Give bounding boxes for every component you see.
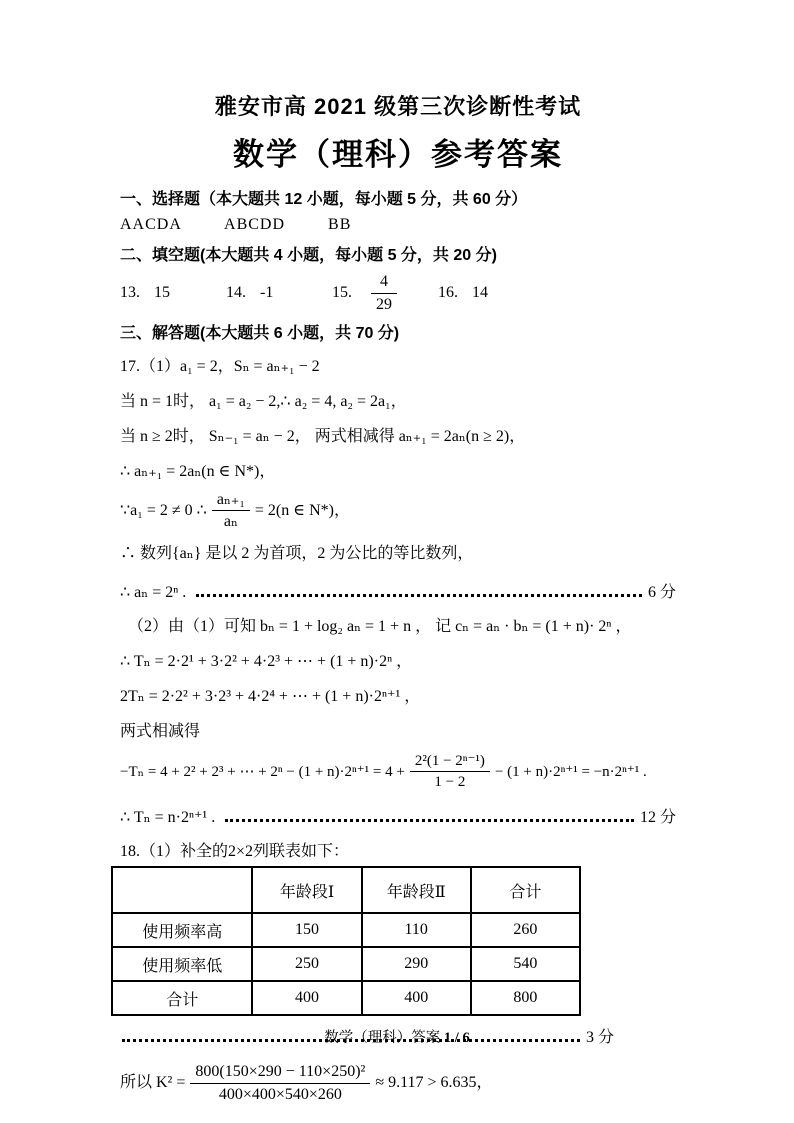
page-footer — [0, 1026, 794, 1047]
q17-line-5 — [120, 490, 676, 531]
table-header-cell: 年龄段Ⅰ — [252, 867, 361, 913]
fraction — [212, 490, 250, 531]
fill-in-answer: 15 — [154, 284, 170, 301]
q17-line-3: 当 n ≥ 2时， Sₙ₋₁ = aₙ − 2， 两式相减得 aₙ₊₁ = 2aₙ(n ≥ 2)， — [120, 428, 526, 445]
section3-heading: 三、解答题(本大题共 6 小题，共 70 分) — [120, 325, 400, 342]
section2-heading: 二、填空题(本大题共 4 小题，每小题 5 分，共 20 分) — [120, 247, 497, 264]
fill-in-item — [226, 284, 332, 302]
choice-answers — [120, 216, 676, 234]
question-number: 15. — [332, 284, 352, 301]
table-cell: 260 — [471, 913, 580, 947]
formula-text: ∴ Tₙ = n·2ⁿ⁺¹ . — [120, 809, 216, 827]
dotted-leader — [225, 819, 634, 822]
q17-line-10: 2Tₙ = 2·2² + 3·2³ + 4·2⁴ + ⋯ + (1 + n)·2ⁿ⁺¹ ， — [120, 688, 421, 706]
table-cell: 290 — [362, 947, 471, 981]
table-cell: 250 — [252, 947, 361, 981]
q17-line-1: 17.（1）a₁ = 2，Sₙ = aₙ₊₁ − 2 — [120, 358, 320, 375]
table-cell: 400 — [362, 981, 471, 1015]
fraction — [190, 1062, 370, 1103]
q17-line-8: （2）由（1）可知 bₙ = 1 + log₂ aₙ = 1 + n ， 记 cₙ = aₙ · bₙ = (1 + n)· 2ⁿ ， — [128, 618, 632, 636]
q17-line-2: 当 n = 1时， a₁ = a₂ − 2,∴ a₂ = 4, a₂ = 2a₁， — [120, 393, 407, 410]
formula-text: ∵a₁ = 2 ≠ 0 ∴ — [120, 501, 207, 519]
footer-label: 数学（理科）答案 — [324, 1030, 441, 1046]
score-label: 12 分 — [639, 809, 676, 827]
section1-heading: 一、选择题（本大题共 12 小题，每小题 5 分，共 60 分） — [120, 191, 528, 208]
fill-in-answers — [120, 272, 676, 314]
formula-text: − (1 + n)·2ⁿ⁺¹ = −n·2ⁿ⁺¹ . — [494, 763, 647, 780]
choice-answer-group: BB — [328, 216, 352, 233]
formula-text: 所以 K² = — [120, 1074, 186, 1092]
exam-title: 雅安市高 2021 级第三次诊断性考试 — [214, 94, 582, 119]
table-row — [112, 913, 580, 947]
fraction — [410, 752, 490, 791]
fill-in-answer: -1 — [260, 284, 274, 301]
choice-answer-group: AACDA — [120, 216, 182, 233]
fraction-numerator: 2²(1 − 2ⁿ⁻¹) — [410, 752, 490, 772]
dotted-leader — [196, 594, 642, 597]
choice-answer-group: ABCDD — [224, 216, 286, 233]
table-cell: 540 — [471, 947, 580, 981]
table-header-cell: 年龄段Ⅱ — [362, 867, 471, 913]
fraction-numerator: 800(150×290 − 110×250)² — [190, 1062, 370, 1083]
q17-line-12 — [120, 752, 676, 791]
table-cell: 110 — [362, 913, 471, 947]
table-cell: 合计 — [112, 981, 252, 1015]
q17-line-4: ∴ aₙ₊₁ = 2aₙ(n ∈ N*)， — [120, 463, 276, 480]
fill-in-item — [120, 284, 226, 302]
q17-line-13 — [120, 804, 676, 827]
formula-text: −Tₙ = 4 + 2² + 2³ + ⋯ + 2ⁿ − (1 + n)·2ⁿ⁺¹ = 4 + — [120, 763, 405, 780]
table-cell: 150 — [252, 913, 361, 947]
formula-text: ∴ aₙ = 2ⁿ . — [120, 584, 187, 602]
contingency-table — [111, 866, 581, 1016]
table-cell: 800 — [471, 981, 580, 1015]
score-label: 6 分 — [647, 584, 676, 602]
q17-line-11: 两式相减得 — [120, 723, 201, 741]
fill-in-answer: 14 — [472, 284, 488, 301]
score-label: 3 分 — [585, 1029, 614, 1047]
table-header-cell — [112, 867, 252, 913]
question-number: 13. — [120, 284, 140, 301]
page-number: 1 / 6 — [443, 1030, 470, 1046]
q18-intro: 18.（1）补全的2×2列联表如下： — [120, 843, 350, 861]
table-header-cell: 合计 — [471, 867, 580, 913]
fill-in-item — [438, 284, 544, 302]
fraction-denominator: 29 — [376, 295, 392, 313]
fraction — [371, 272, 397, 313]
fraction-numerator: aₙ₊₁ — [212, 490, 250, 511]
fill-in-item — [332, 272, 438, 313]
question-number: 14. — [226, 284, 246, 301]
table-row — [112, 947, 580, 981]
q17-line-6: ∴ 数列{aₙ} 是以 2 为首项，2 为公比的等比数列， — [120, 545, 474, 563]
table-header-row — [112, 867, 580, 913]
table-cell: 使用频率高 — [112, 913, 252, 947]
page-title: 数学（理科）参考答案 — [233, 137, 563, 172]
formula-text: ≈ 9.117 > 6.635， — [375, 1074, 493, 1092]
fraction-denominator: 1 − 2 — [434, 774, 466, 791]
table-cell: 使用频率低 — [112, 947, 252, 981]
q17-line-7 — [120, 579, 676, 602]
fraction-denominator: 400×400×540×260 — [218, 1085, 342, 1103]
formula-text: = 2(n ∈ N*)， — [254, 501, 350, 519]
table-row — [112, 981, 580, 1015]
fraction-numerator: 4 — [371, 272, 397, 293]
question-number: 16. — [438, 284, 458, 301]
table-cell: 400 — [252, 981, 361, 1015]
q17-line-9: ∴ Tₙ = 2·2¹ + 3·2² + 4·2³ + ⋯ + (1 + n)·2ⁿ ， — [120, 653, 413, 671]
q18-k2-line — [120, 1062, 676, 1103]
fraction-denominator: aₙ — [223, 513, 238, 531]
